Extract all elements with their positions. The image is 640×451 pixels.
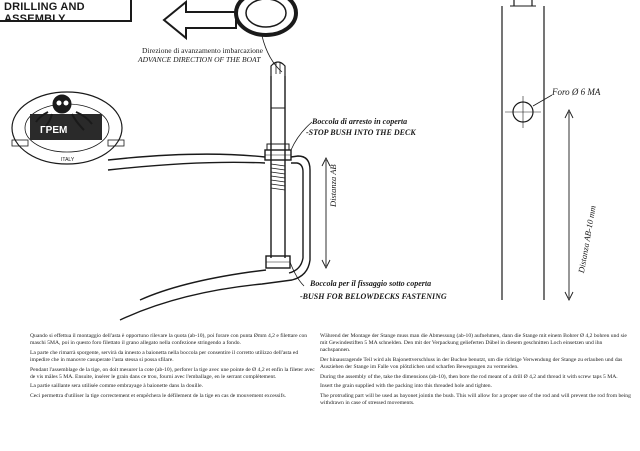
- label-leaders: [290, 122, 312, 286]
- direction-label-italian: Direzione di avanzamento imbarcazione: [142, 46, 263, 55]
- svg-text:ГРЕМ: ГРЕМ: [40, 125, 68, 136]
- hole-label: Foro Ø 6 MA: [552, 87, 601, 97]
- instruction-paragraph: The protruding part will be used as bayonet jointin the bush. This will allow for a proper use of the rod and will prevent the rod from being withdrawn in case of stressed movements.: [320, 393, 631, 407]
- instructions-right-column: [320, 333, 632, 410]
- rod-assembly: [265, 62, 291, 268]
- page-title: DRILLING AND ASSEMBLY: [4, 1, 85, 25]
- instruction-paragraph: Insert the grain supplied with the packing into this threaded hole and tighten.: [320, 383, 492, 390]
- direction-arrow-icon: [164, 2, 236, 38]
- rod-detail-view: [502, 0, 573, 300]
- belowdecks-bush-label-english: -BUSH FOR BELOWDECKS FASTENING: [300, 292, 447, 301]
- belowdecks-bush-label-italian: Boccola per il fissaggio sotto coperta: [310, 279, 432, 288]
- instruction-paragraph: La parte che rimarrà sporgente, servirà da innesto a baionetta nella boccola per consentire il corretto utilizzo dell'asta ed impedire che in manovre casuperate l'asta stessa si possa sfilare.: [30, 349, 299, 363]
- instruction-paragraph: During the assembly of the, take the dimensions (ab-10), then bore the rod meant of a drill Ø 4,2 and thread it with screw taps 5 MA.: [320, 373, 618, 380]
- ring-leader-line: [262, 36, 282, 72]
- instruction-paragraph: Während der Montage der Stange muss man die Abmessung (ab-10) aufnehmen, dann die Stange mit einem Bohrer Ø 4,2 bohren und sie mit Gewindestiften 5 MA schnelden. Den mit der Verpackung gelieferten Dübel in diesem geschnitten Loch einsetzen und ihn nachspannen.: [320, 333, 627, 353]
- distance-label-left: Distanza AB: [328, 164, 338, 207]
- instruction-paragraph: Pendant l'assemblage de la tige, on doit mesurer la cote (ab-10), perforer la tige avec une pointe de Ø 4,2 et enfin la fileter avec de vis mâles 5 MA. Ensuite, insérer le grain dans ce trou, fourni avec l'emballage, en le serrant complètement.: [30, 366, 315, 380]
- instructions-left-column: [30, 333, 318, 403]
- stop-bush-label-english: -STOP BUSH INTO THE DECK: [306, 128, 416, 137]
- stop-bush-label-italian: Boccola di arresto in coperta: [312, 117, 408, 126]
- brand-logo: [12, 92, 124, 164]
- instruction-paragraph: Quando si effettua il montaggio dell'asta è opportuno rilevare la quota (ab-10), poi forare con punta Ømm 4,2 e filettare con maschi 5MA, poi in questo foro filettato il grano allegato nella confezione stringendo a fondo.: [30, 333, 308, 346]
- logo-country-label: ITALY: [61, 157, 75, 163]
- distance-label-right: Distanza AB-10 mm: [576, 204, 598, 274]
- ring-icon: [236, 0, 296, 35]
- instruction-paragraph: Der hinausragende Teil wird als Bajonettverschluss in der Buchse benutzt, um die richtige Verwendung der Stange zu erlauben und das Ausziehen der Stange im Falle von plötzlichen und scharfen Bewegungen zu vermeiden.: [320, 356, 623, 370]
- deck-outline: [108, 154, 310, 320]
- direction-label-english: ADVANCE DIRECTION OF THE BOAT: [138, 55, 261, 64]
- instruction-paragraph: Ceci permettra d'utiliser la tige correctement et empêchera le défilement de la tige en cas de mouvement excessifs.: [30, 393, 287, 400]
- instruction-paragraph: La partie saillante sera utilisée comme embrayage à baionette dans la douille.: [30, 383, 204, 390]
